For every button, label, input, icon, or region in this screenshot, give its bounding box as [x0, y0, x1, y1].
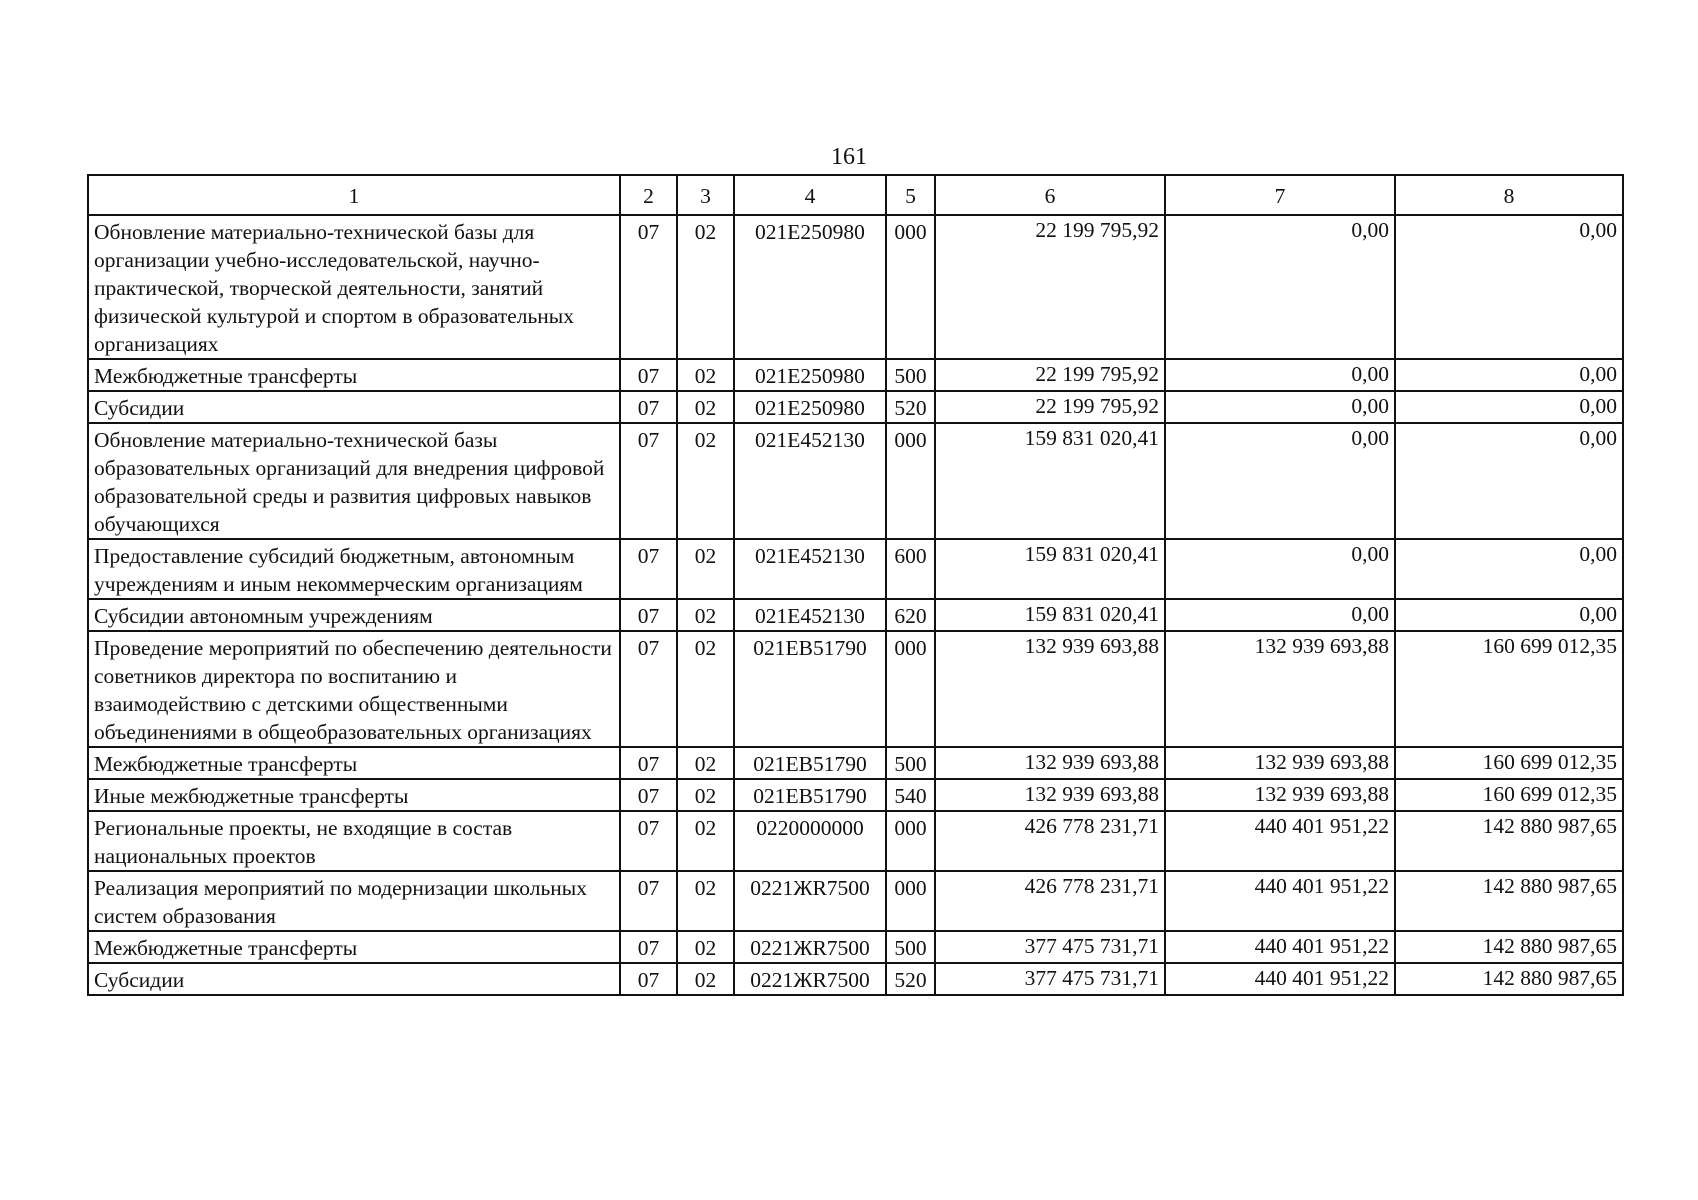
row-expense-type: 500 [886, 931, 935, 963]
row-name: Межбюджетные трансферты [88, 747, 620, 779]
table-row [88, 811, 1623, 871]
row-target-code: 021E250980 [734, 359, 886, 391]
table-row [88, 931, 1623, 963]
row-section: 07 [620, 359, 677, 391]
row-section: 07 [620, 539, 677, 599]
header-col-8: 8 [1395, 175, 1623, 215]
row-section: 07 [620, 963, 677, 995]
row-name: Проведение мероприятий по обеспечению деятельности советников директора по воспитанию и взаимодействию с детскими общественными объединениями в общеобразовательных организациях [88, 631, 620, 747]
header-col-7: 7 [1165, 175, 1395, 215]
row-subsection: 02 [677, 423, 734, 539]
row-amount-7: 440 401 951,22 [1165, 931, 1395, 963]
table-row [88, 539, 1623, 599]
row-amount-8: 0,00 [1395, 423, 1623, 539]
row-name: Субсидии автономным учреждениям [88, 599, 620, 631]
row-expense-type: 540 [886, 779, 935, 811]
row-amount-6: 426 778 231,71 [935, 871, 1165, 931]
table-row [88, 359, 1623, 391]
budget-table [87, 174, 1624, 996]
row-name: Предоставление субсидий бюджетным, автономным учреждениям и иным некоммерческим организациям [88, 539, 620, 599]
row-section: 07 [620, 215, 677, 359]
row-name: Межбюджетные трансферты [88, 931, 620, 963]
row-subsection: 02 [677, 539, 734, 599]
row-amount-6: 132 939 693,88 [935, 747, 1165, 779]
row-amount-6: 159 831 020,41 [935, 539, 1165, 599]
row-name: Обновление материально-технической базы для организации учебно-исследовательской, научно-практической, творческой деятельности, занятий физической культурой и спортом в образовательных организациях [88, 215, 620, 359]
row-expense-type: 000 [886, 811, 935, 871]
table-row [88, 871, 1623, 931]
row-amount-7: 0,00 [1165, 359, 1395, 391]
row-amount-8: 142 880 987,65 [1395, 811, 1623, 871]
table-body [88, 215, 1623, 995]
row-target-code: 021EB51790 [734, 631, 886, 747]
row-subsection: 02 [677, 931, 734, 963]
row-subsection: 02 [677, 599, 734, 631]
table-row [88, 963, 1623, 995]
row-section: 07 [620, 599, 677, 631]
row-amount-8: 0,00 [1395, 391, 1623, 423]
table-row [88, 779, 1623, 811]
page-number: 161 [831, 144, 867, 170]
row-subsection: 02 [677, 391, 734, 423]
table-row [88, 391, 1623, 423]
row-amount-6: 132 939 693,88 [935, 779, 1165, 811]
row-amount-6: 132 939 693,88 [935, 631, 1165, 747]
row-amount-6: 159 831 020,41 [935, 599, 1165, 631]
row-expense-type: 000 [886, 215, 935, 359]
row-expense-type: 000 [886, 631, 935, 747]
row-target-code: 0221ЖR7500 [734, 931, 886, 963]
header-col-5: 5 [886, 175, 935, 215]
header-row [88, 175, 1623, 215]
row-amount-8: 142 880 987,65 [1395, 963, 1623, 995]
row-target-code: 0221ЖR7500 [734, 871, 886, 931]
row-amount-7: 0,00 [1165, 391, 1395, 423]
row-target-code: 021E452130 [734, 539, 886, 599]
row-subsection: 02 [677, 359, 734, 391]
row-amount-7: 440 401 951,22 [1165, 963, 1395, 995]
row-target-code: 021EB51790 [734, 747, 886, 779]
row-subsection: 02 [677, 963, 734, 995]
row-amount-7: 132 939 693,88 [1165, 779, 1395, 811]
row-amount-6: 22 199 795,92 [935, 359, 1165, 391]
row-name: Межбюджетные трансферты [88, 359, 620, 391]
row-target-code: 021E250980 [734, 391, 886, 423]
row-section: 07 [620, 391, 677, 423]
row-section: 07 [620, 747, 677, 779]
row-name: Региональные проекты, не входящие в состав национальных проектов [88, 811, 620, 871]
row-name: Субсидии [88, 391, 620, 423]
row-subsection: 02 [677, 215, 734, 359]
row-amount-8: 0,00 [1395, 359, 1623, 391]
row-subsection: 02 [677, 747, 734, 779]
row-amount-8: 142 880 987,65 [1395, 871, 1623, 931]
row-amount-8: 160 699 012,35 [1395, 747, 1623, 779]
row-subsection: 02 [677, 871, 734, 931]
row-section: 07 [620, 423, 677, 539]
row-section: 07 [620, 631, 677, 747]
row-target-code: 0221ЖR7500 [734, 963, 886, 995]
row-target-code: 021E452130 [734, 423, 886, 539]
row-amount-7: 0,00 [1165, 423, 1395, 539]
table-row [88, 215, 1623, 359]
row-expense-type: 000 [886, 871, 935, 931]
row-section: 07 [620, 811, 677, 871]
table-row [88, 747, 1623, 779]
row-expense-type: 620 [886, 599, 935, 631]
row-subsection: 02 [677, 811, 734, 871]
row-expense-type: 000 [886, 423, 935, 539]
row-target-code: 021EB51790 [734, 779, 886, 811]
row-amount-7: 0,00 [1165, 599, 1395, 631]
row-name: Реализация мероприятий по модернизации школьных систем образования [88, 871, 620, 931]
row-target-code: 021E250980 [734, 215, 886, 359]
table-row [88, 599, 1623, 631]
row-amount-6: 22 199 795,92 [935, 215, 1165, 359]
table-row [88, 631, 1623, 747]
row-section: 07 [620, 779, 677, 811]
header-col-4: 4 [734, 175, 886, 215]
row-amount-7: 0,00 [1165, 539, 1395, 599]
row-amount-6: 426 778 231,71 [935, 811, 1165, 871]
header-col-3: 3 [677, 175, 734, 215]
header-col-6: 6 [935, 175, 1165, 215]
row-target-code: 021E452130 [734, 599, 886, 631]
row-subsection: 02 [677, 631, 734, 747]
row-amount-8: 0,00 [1395, 539, 1623, 599]
row-expense-type: 520 [886, 391, 935, 423]
row-amount-8: 0,00 [1395, 599, 1623, 631]
row-section: 07 [620, 871, 677, 931]
row-amount-7: 132 939 693,88 [1165, 747, 1395, 779]
row-amount-7: 440 401 951,22 [1165, 811, 1395, 871]
row-amount-8: 142 880 987,65 [1395, 931, 1623, 963]
row-amount-6: 377 475 731,71 [935, 931, 1165, 963]
row-amount-6: 22 199 795,92 [935, 391, 1165, 423]
row-target-code: 0220000000 [734, 811, 886, 871]
row-amount-7: 132 939 693,88 [1165, 631, 1395, 747]
row-expense-type: 500 [886, 747, 935, 779]
row-section: 07 [620, 931, 677, 963]
header-col-1: 1 [88, 175, 620, 215]
row-amount-8: 0,00 [1395, 215, 1623, 359]
header-col-2: 2 [620, 175, 677, 215]
row-subsection: 02 [677, 779, 734, 811]
table-row [88, 423, 1623, 539]
row-expense-type: 500 [886, 359, 935, 391]
row-expense-type: 600 [886, 539, 935, 599]
row-amount-8: 160 699 012,35 [1395, 779, 1623, 811]
row-expense-type: 520 [886, 963, 935, 995]
row-amount-7: 440 401 951,22 [1165, 871, 1395, 931]
row-name: Иные межбюджетные трансферты [88, 779, 620, 811]
row-amount-8: 160 699 012,35 [1395, 631, 1623, 747]
row-name: Обновление материально-технической базы образовательных организаций для внедрения цифровой образовательной среды и развития цифровых навыков обучающихся [88, 423, 620, 539]
row-amount-6: 159 831 020,41 [935, 423, 1165, 539]
row-amount-7: 0,00 [1165, 215, 1395, 359]
row-name: Субсидии [88, 963, 620, 995]
row-amount-6: 377 475 731,71 [935, 963, 1165, 995]
